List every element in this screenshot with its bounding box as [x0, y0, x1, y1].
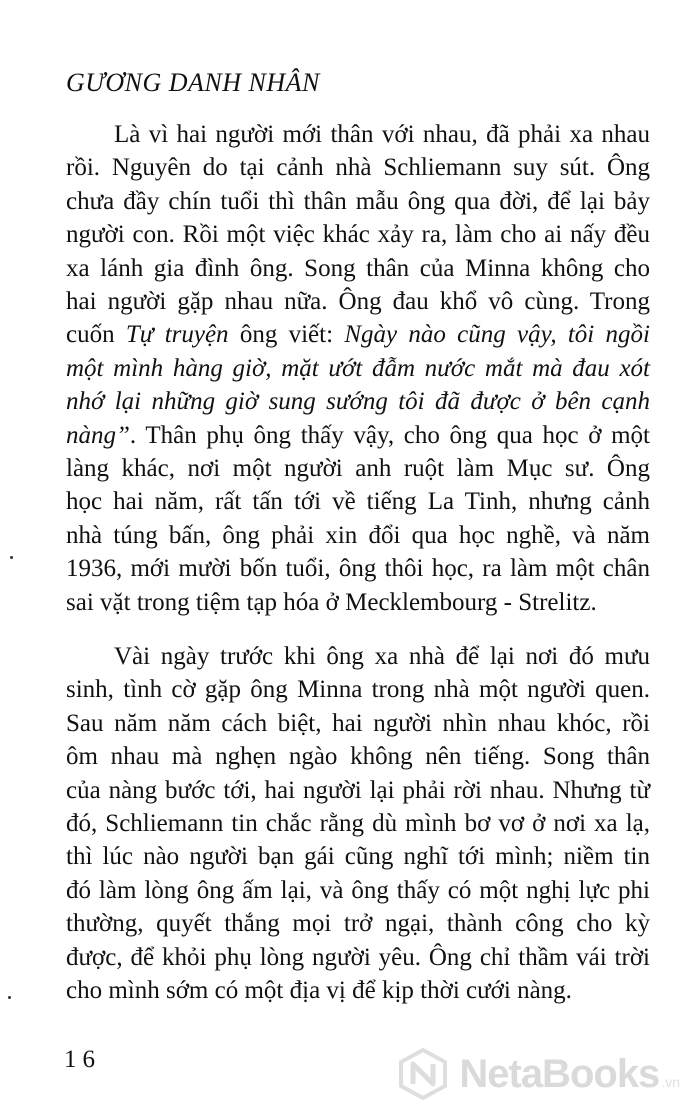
- paragraph-2: [66, 640, 650, 1007]
- text-run: cuốn: [66, 321, 126, 349]
- text-line: chưa đầy chín tuổi thì thân mẫu ông qua đời, để lại bảy: [66, 187, 650, 215]
- page-number: 16: [64, 1046, 101, 1073]
- text-line: Sau năm năm cách biệt, hai người nhìn nhau khóc, rồi: [66, 709, 650, 737]
- book-title: Tự truyện: [125, 321, 229, 349]
- text-line: [66, 419, 650, 452]
- scan-speck: [8, 996, 11, 999]
- text-line: được, để khỏi phụ lòng người yêu. Ông chỉ thầm vái trời: [66, 943, 650, 971]
- text-line: thường, quyết thắng mọi trở ngại, thành công cho kỳ: [66, 910, 650, 938]
- netabooks-logo-icon: [397, 1048, 449, 1100]
- text-line: rồi. Nguyên do tại cảnh nhà Schliemann suy sút. Ông: [66, 154, 650, 182]
- text-line: làng khác, nơi một người anh ruột làm Mục sư. Ông: [66, 455, 650, 483]
- text-line: thì lúc nào người bạn gái cũng nghĩ tới mình; niềm tin: [66, 843, 650, 871]
- text-line: nhà túng bấn, ông phải xin đổi qua học nghề, và năm: [66, 521, 650, 549]
- quote-text: Ngày nào cũng vậy, tôi ngồi: [344, 321, 650, 349]
- text-run: ông viết:: [228, 321, 345, 349]
- text-line: ôm nhau mà nghẹn ngào không nên tiếng. Song thân: [66, 743, 650, 771]
- quote-line: một mình hàng giờ, mặt ướt đẫm nước mắt mà đau xót: [66, 354, 650, 382]
- text-line: sinh, tình cờ gặp ông Minna trong nhà một người quen.: [66, 676, 650, 704]
- text-line: hai người gặp nhau nữa. Ông đau khổ vô cùng. Trong: [66, 288, 650, 316]
- text-line: đó, Schliemann tin chắc rằng dù mình bơ vơ ở nơi xa lạ,: [66, 810, 650, 838]
- text-line: [66, 318, 650, 351]
- text-line: cho mình sớm có một địa vị để kịp thời cưới nàng.: [66, 977, 572, 1005]
- quote-line: nhớ lại những giờ sung sướng tôi đã được ở bên cạnh: [66, 388, 650, 416]
- text-line: học hai năm, rất tấn tới về tiếng La Tinh, nhưng cảnh: [66, 488, 650, 516]
- text-line: sai vặt trong tiệm tạp hóa ở Mecklembourg - Strelitz.: [66, 588, 597, 616]
- paragraph-1: [66, 118, 650, 619]
- text-line: Là vì hai người mới thân với nhau, đã phải xa nhau: [114, 121, 650, 148]
- watermark-brand: NetaBooks: [459, 1051, 660, 1096]
- text-line: xa lánh gia đình ông. Song thân của Minna không cho: [66, 254, 650, 282]
- quote-text: nàng”: [66, 421, 130, 449]
- text-line: 1936, mới mười bốn tuổi, ông thôi học, ra làm một chân: [66, 555, 650, 583]
- text-run: . Thân phụ ông thấy vậy, cho ông qua học ở một: [129, 421, 650, 449]
- text-line: Vài ngày trước khi ông xa nhà để lại nơi đó mưu: [114, 643, 650, 670]
- running-head: GƯƠNG DANH NHÂN: [66, 68, 320, 97]
- text-line: đó làm lòng ông ấm lại, và ông thấy có một nghị lực phi: [66, 876, 650, 904]
- text-line: người con. Rồi một việc khác xảy ra, làm cho ai nấy đều: [66, 221, 650, 249]
- text-line: của nàng bước tới, hai người lại phải rời nhau. Nhưng từ: [66, 776, 650, 804]
- scan-speck: [10, 556, 13, 559]
- watermark: [397, 1048, 680, 1100]
- watermark-suffix: .vn: [661, 1074, 680, 1090]
